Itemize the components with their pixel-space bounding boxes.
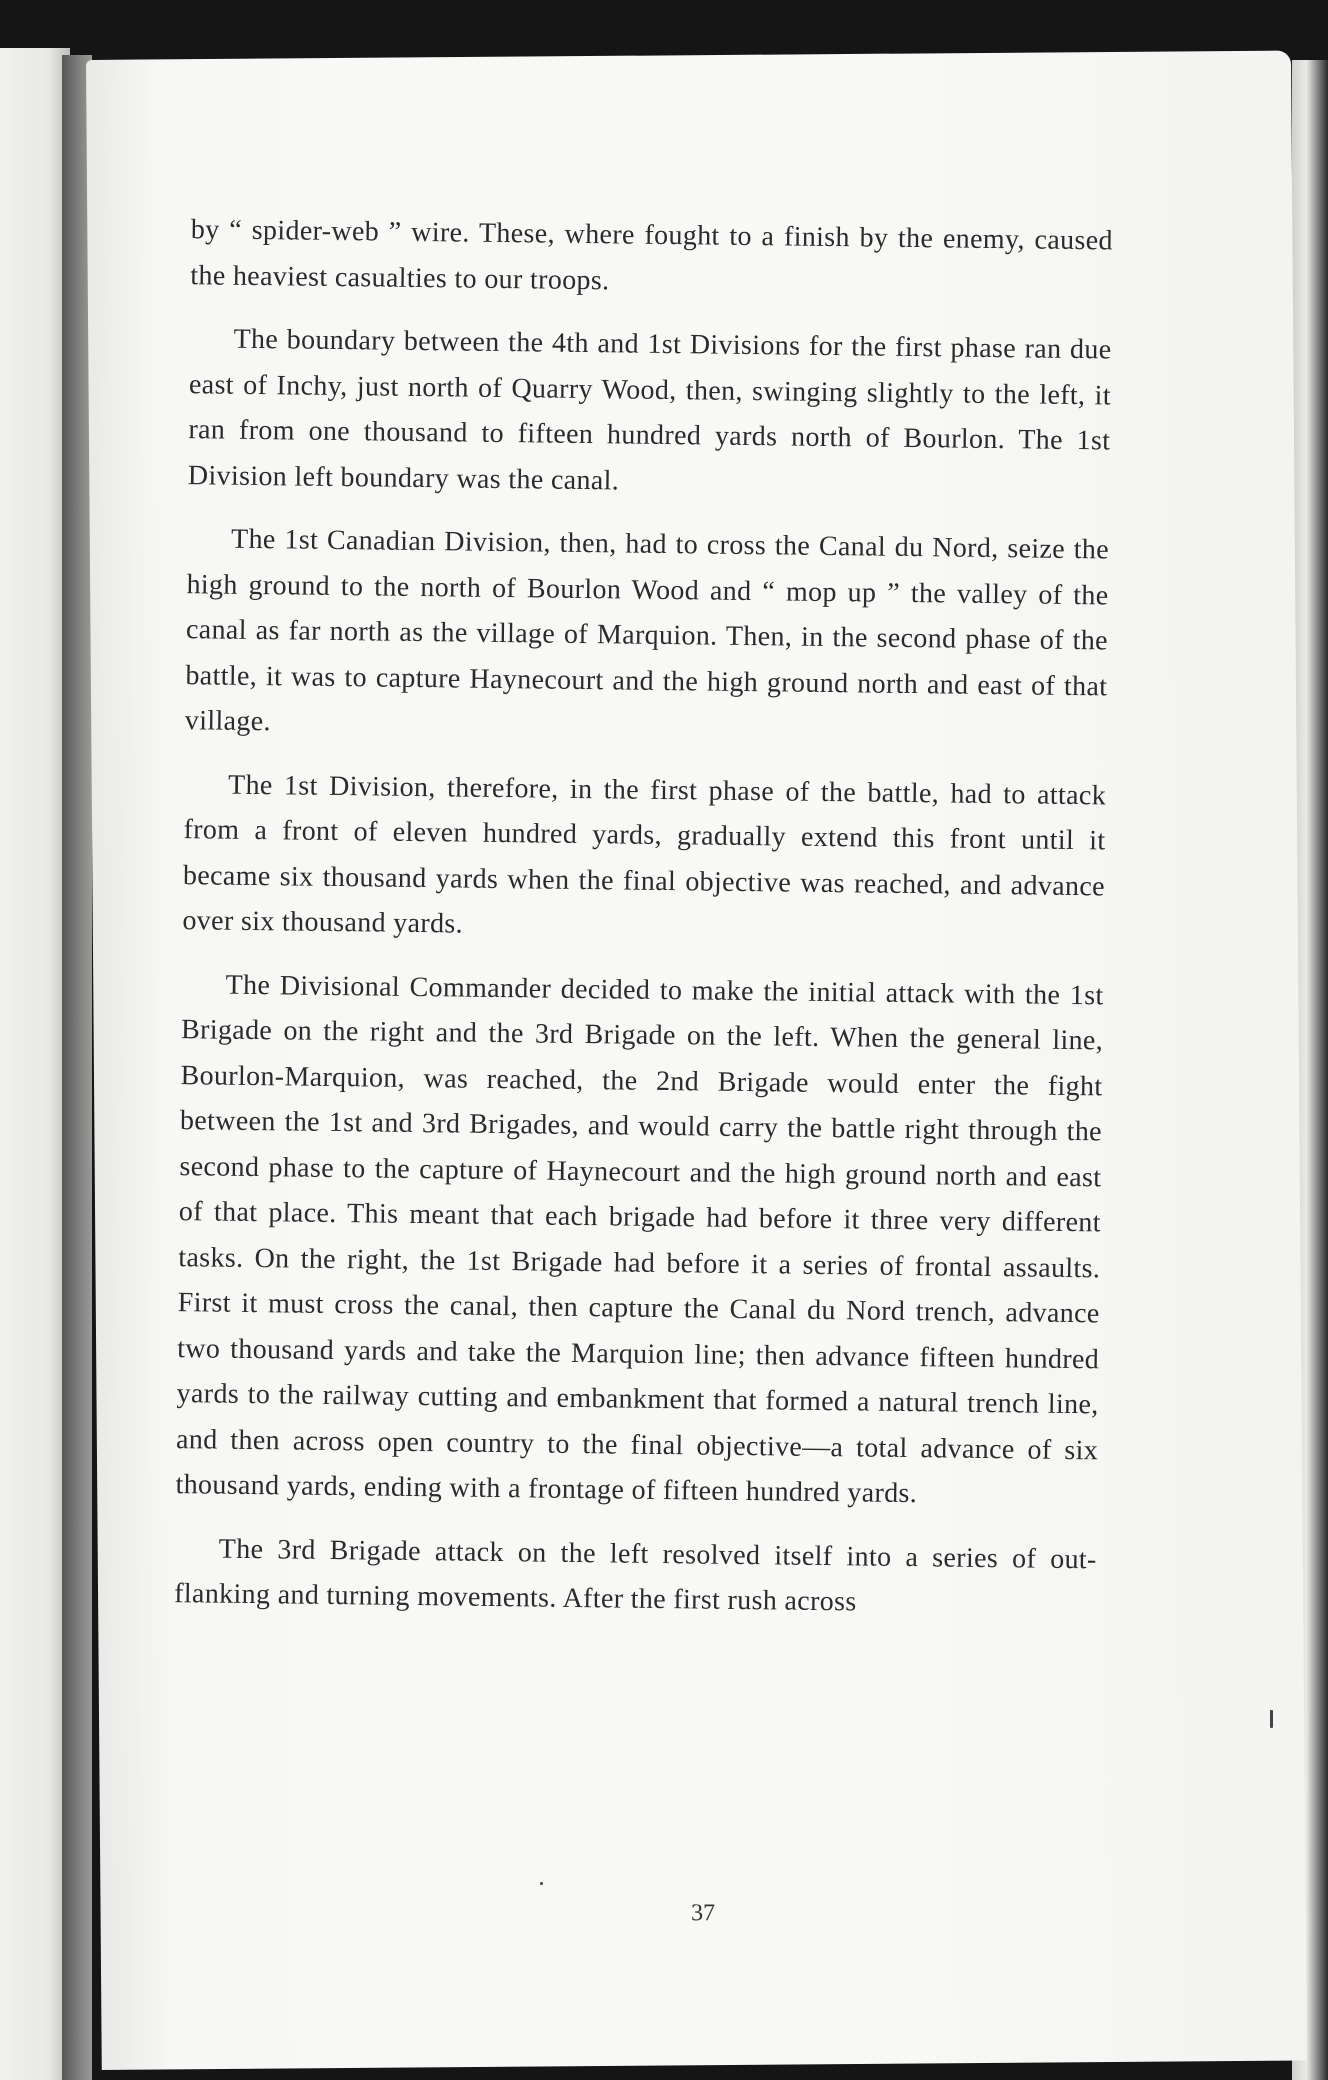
book-page bbox=[86, 51, 1307, 2070]
paragraph-3: The 1st Canadian Division, then, had to cross the Canal du Nord, seize the high ground to the north of Bourlon Wood and “ mop up ” the valley of the canal as far north as the village of Marquion. Then, in the second phase of the battle, it was to capture Haynecourt and the high ground north and east of that village. bbox=[184, 523, 1110, 738]
body-text bbox=[174, 207, 1113, 1646]
paragraph-5: The Divisional Commander decided to make the initial attack with the 1st Brigade on the right and the 3rd Brigade on the left. When the general line, Bourlon-Marquion, was reached, the 2nd Brigade would enter the fight between the 1st and 3rd Brigades, and would carry the battle right through the second phase to the capture of Haynecourt and the high ground north and east of that place. This meant that each brigade had before it three very different tasks. On the right, the 1st Brigade had before it a series of frontal assaults. First it must cross the canal, then capture the Canal du Nord trench, advance two thousand yards and take the Marquion line; then advance fifteen hundred yards to the railway cutting and embankment that formed a natural trench line, and then across open country to the final objective—a total advance of six thousand yards, ending with a frontage of fifteen hundred yards. bbox=[175, 969, 1104, 1510]
paragraph-1: by “ spider-web ” wire. These, where fought to a finish by the enemy, caused the heaviest casualties to our troops. bbox=[190, 214, 1114, 296]
page-number: 37 bbox=[690, 1900, 716, 1927]
paragraph-4: The 1st Division, therefore, in the first phase of the battle, had to attack from a front of eleven hundred yards, gradually extend this front until it became six thousand yards when the final objective was reached, and advance over six thousand yards. bbox=[182, 769, 1107, 940]
ink-mark bbox=[1270, 1710, 1273, 1728]
paragraph-2: The boundary between the 4th and 1st Divisions for the first phase ran due east of Inchy, just north of Quarry Wood, then, swinging slightly to the left, it ran from one thousand to fifteen hundred yards north of Bourlon. The 1st Division left boundary was the canal. bbox=[187, 323, 1112, 496]
ink-speck bbox=[540, 1882, 543, 1885]
paragraph-6: The 3rd Brigade attack on the left resolved itself into a series of out-flanking and turning movements. After the first rush across bbox=[174, 1533, 1097, 1618]
facing-page-edge bbox=[0, 48, 70, 2080]
